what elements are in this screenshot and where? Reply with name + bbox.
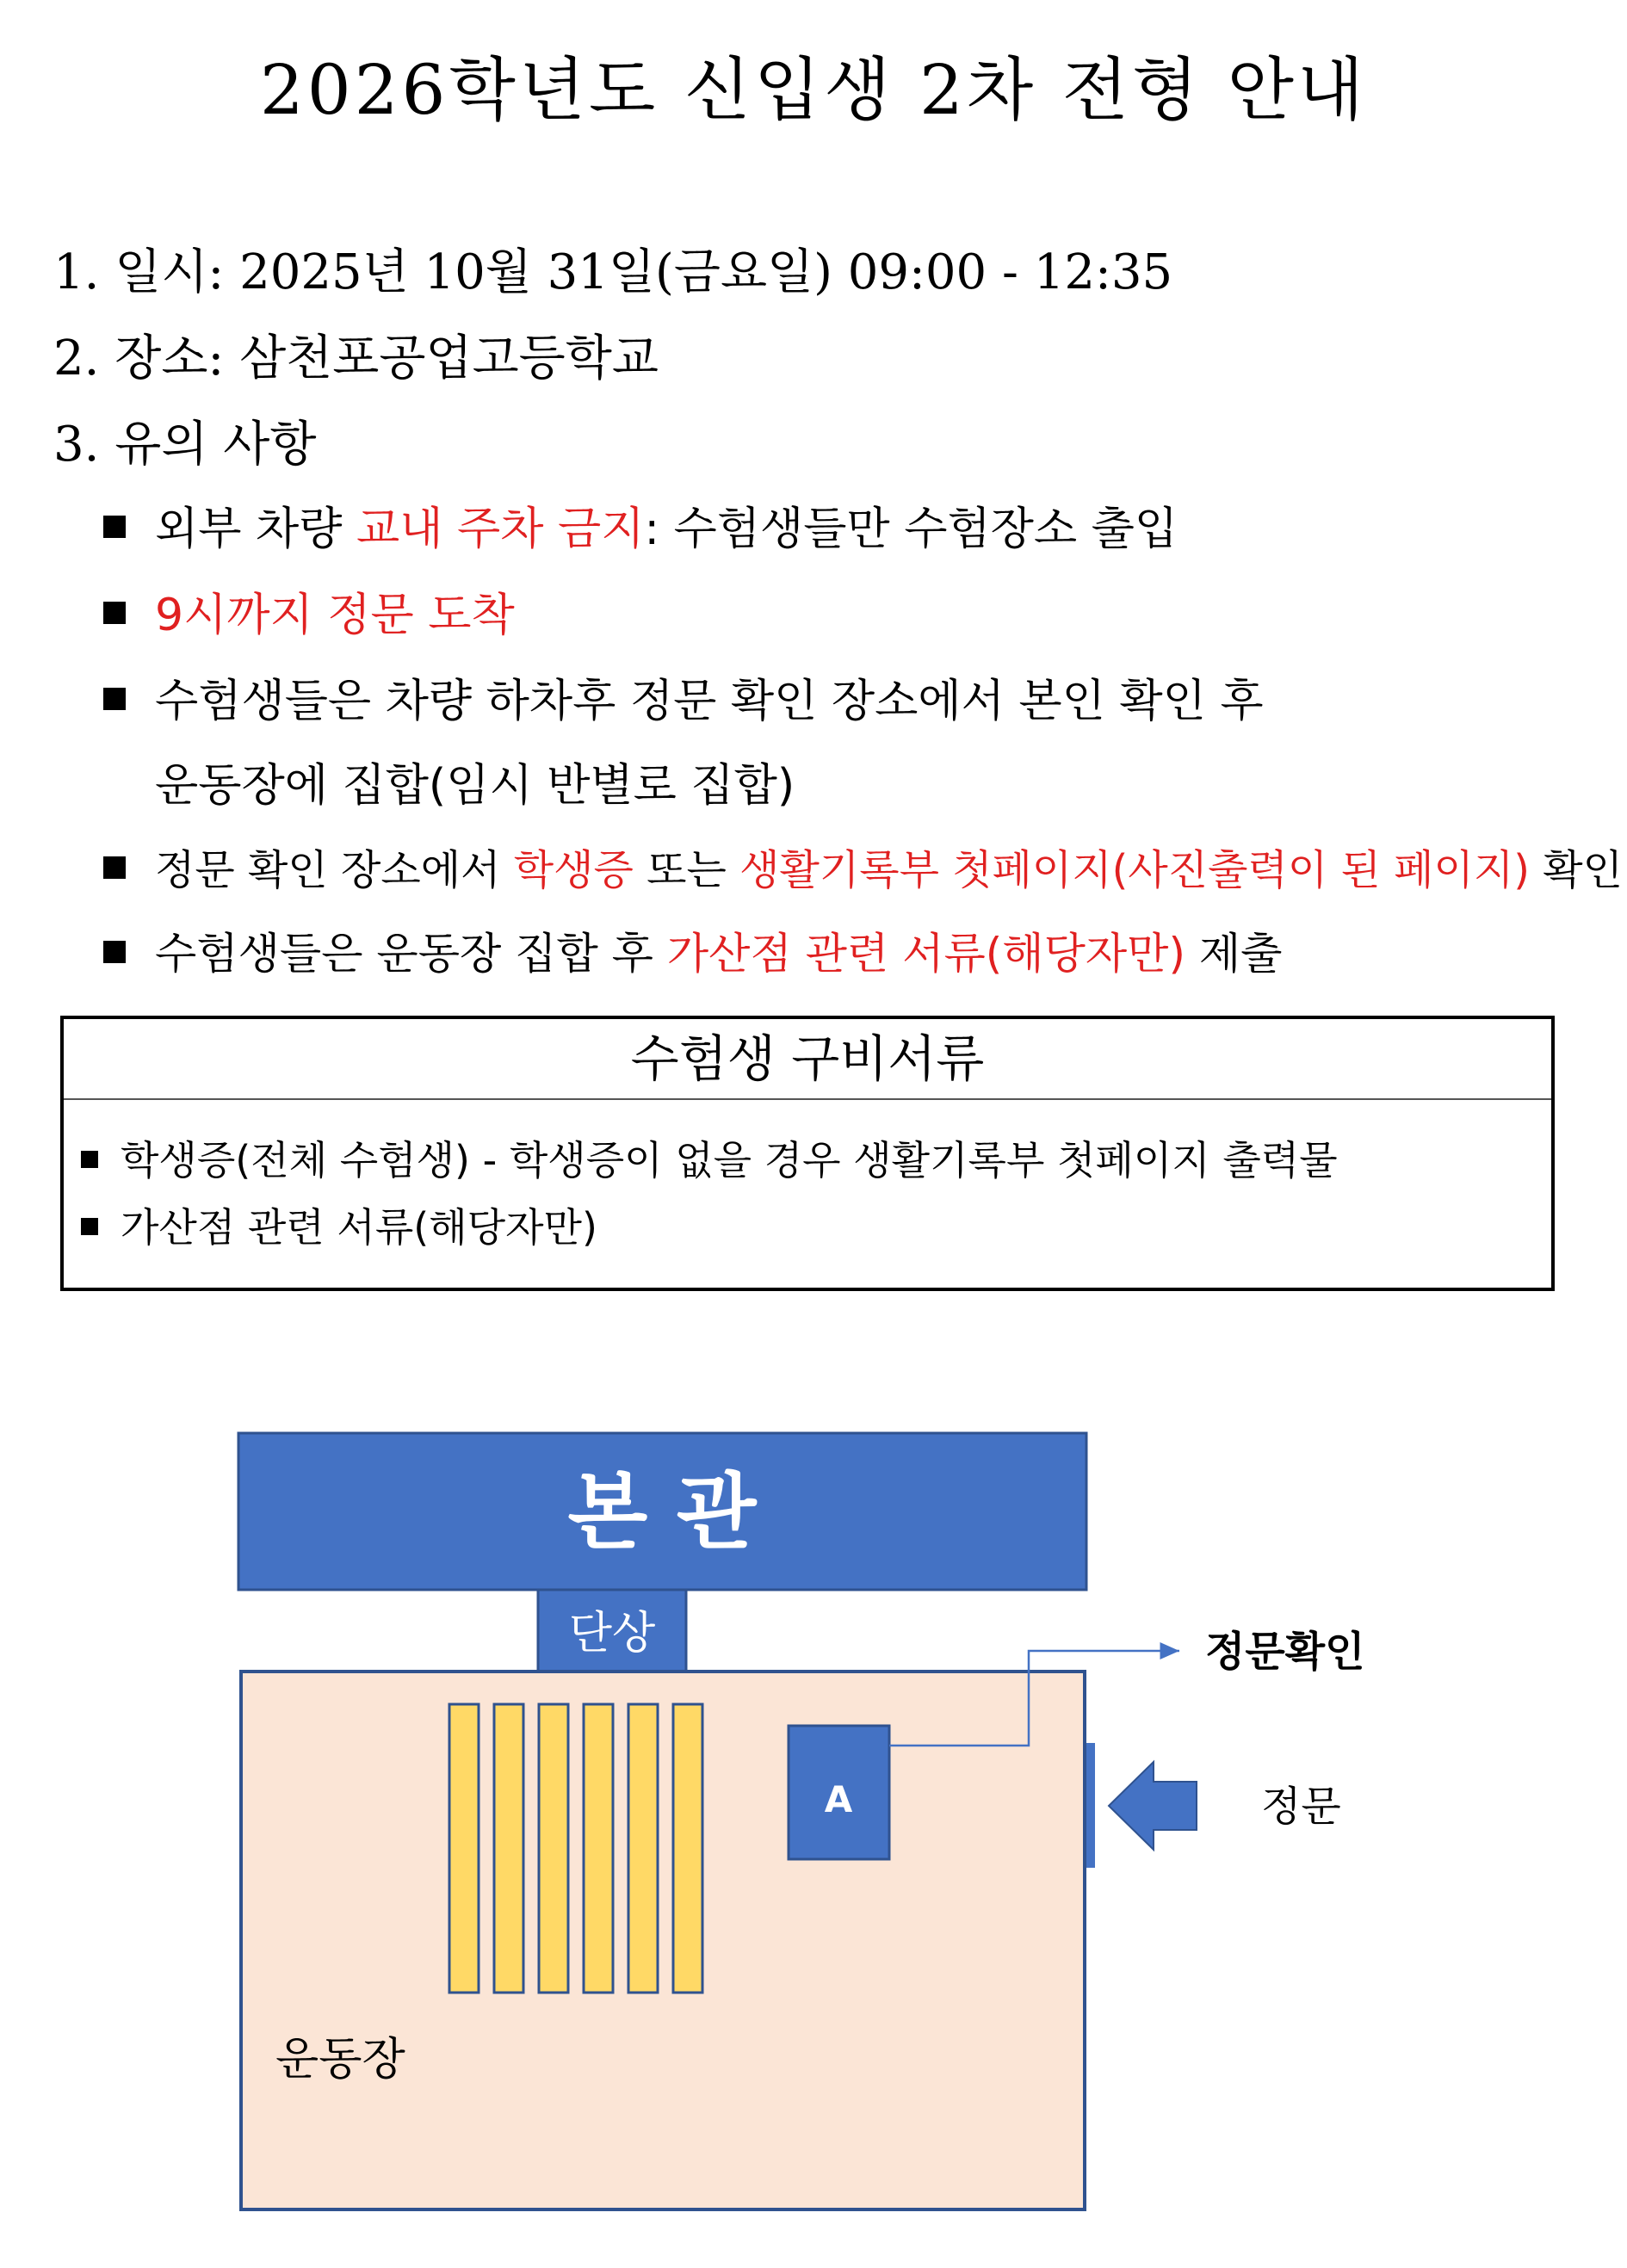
student-row	[673, 1704, 702, 1993]
bullet-square-icon	[81, 1218, 98, 1235]
student-row	[449, 1704, 479, 1993]
required-documents-heading: 수험생 구비서류	[64, 1019, 1551, 1100]
info-notes-heading: 3. 유의 사항	[53, 417, 317, 473]
podium-label: 단상	[568, 1608, 656, 1659]
student-row	[628, 1704, 658, 1993]
bullet-square-icon	[103, 941, 126, 963]
required-documents-box	[60, 1016, 1555, 1291]
field-label: 운동장	[275, 2034, 405, 2086]
checkpoint-label: 정문확인	[1205, 1628, 1365, 1676]
info-date: 1. 일시: 2025년 10월 31일(금요일) 09:00 - 12:35	[53, 244, 1173, 300]
bullet-square-icon	[103, 516, 126, 538]
info-place: 2. 장소: 삼천포공업고등학교	[53, 331, 659, 386]
gate-arrow-icon	[1109, 1762, 1197, 1850]
bullet-square-icon	[103, 602, 126, 624]
note-parking: 외부 차량 교내 주차 금지: 수험생들만 수험장소 출입	[103, 492, 1178, 557]
note-arrival	[103, 578, 515, 643]
student-row	[539, 1704, 568, 1993]
gate-bar	[1086, 1743, 1095, 1868]
note-parking-highlight: 교내 주차 금지	[356, 504, 645, 555]
student-row	[584, 1704, 613, 1993]
note-identity: 수험생들은 차량 하차후 정문 확인 장소에서 본인 확인 후	[103, 664, 1264, 729]
required-document-item: 학생증(전체 수험생) - 학생증이 없을 경우 생활기록부 첫페이지 출력물	[81, 1129, 1338, 1186]
bullet-square-icon	[81, 1151, 98, 1168]
main-building-label: 본 관	[567, 1464, 757, 1560]
bullet-square-icon	[103, 688, 126, 710]
campus-map	[0, 1407, 1627, 2268]
student-row	[494, 1704, 523, 1993]
sports-field	[241, 1672, 1085, 2209]
note-arrival-highlight: 9시까지 정문 도착	[155, 590, 515, 641]
gate-label: 정문	[1261, 1783, 1341, 1831]
checkpoint-box-label: A	[824, 1778, 853, 1820]
required-document-item: 가산점 관련 서류(해당자만)	[81, 1196, 597, 1253]
note-identity-cont: 운동장에 집합(임시 반별로 집합)	[155, 760, 795, 812]
note-submission: 수험생들은 운동장 집합 후 가산점 관련 서류(해당자만) 제출	[103, 919, 1282, 981]
bullet-square-icon	[103, 856, 126, 879]
note-id-check: 정문 확인 장소에서 학생증 또는 생활기록부 첫페이지(사진출력이 된 페이지) 확인	[103, 837, 1623, 896]
page-title: 2026학년도 신입생 2차 전형 안내	[259, 50, 1368, 130]
